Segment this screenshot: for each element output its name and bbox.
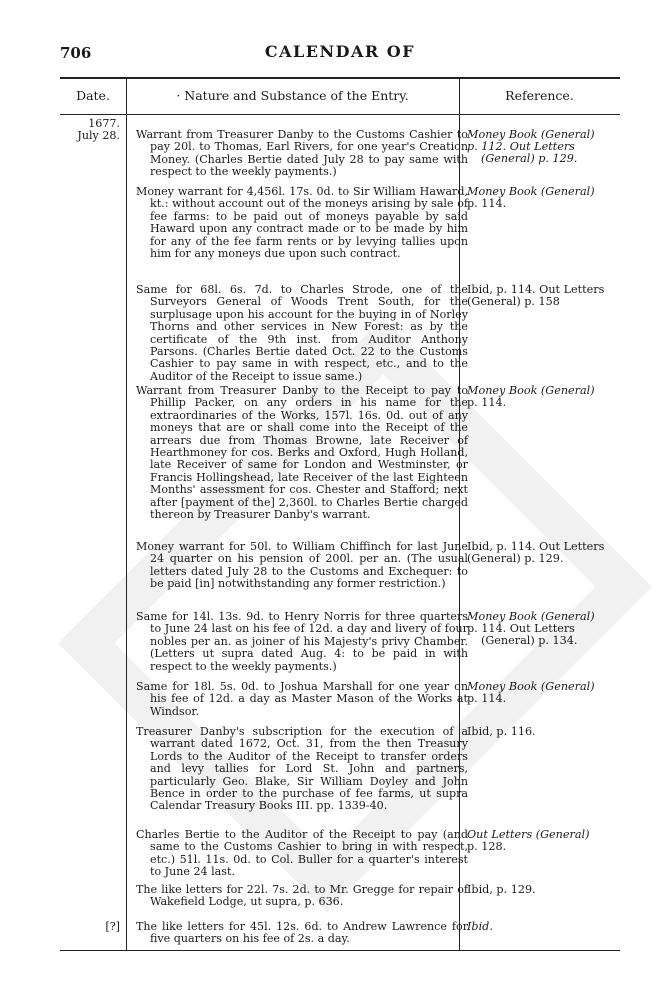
entry-text: Same for 68l. 6s. 7d. to Charles Strode, one of the Surveyors General of Woods Trent South, for the surplusage upon his account for the buying in of Norley Thorns and other services in New Forest: as by the certificate of the 9th inst. from Auditor Anthony Parsons. (Charles Bertie dated Oct. 22 to the Customs Cashier to pay same in with respect, etc., and to the Auditor of the Receipt to issue same.): [136, 283, 468, 383]
entry-reference-cont: (General) p. 158: [467, 295, 560, 308]
entry-date: 1677. July 28.: [77, 117, 120, 143]
entry-reference: Ibid, p. 114. Out Letters: [467, 540, 605, 553]
entry-date: [?]: [105, 920, 120, 933]
entry-reference-cont: (General) p. 129.: [467, 552, 564, 565]
running-title: CALENDAR OF: [264, 42, 416, 61]
entry-text: Money warrant for 4,456l. 17s. 0d. to Sir William Haward, kt.: without account out of the moneys arising by sale of fee farms: to be paid out of moneys payable by said Haward upon any contract made or to be made by him for any of the fee farm rents or by levying tallies upon him for any moneys due upon such contract.: [136, 185, 468, 261]
entry-reference: Out Letters (General): [467, 828, 590, 841]
entry-reference-cont: p. 114.: [467, 197, 507, 210]
entry-reference: Money Book (General): [467, 384, 595, 397]
entry-reference-cont: p. 112. Out Letters (General) p. 129.: [467, 140, 578, 166]
column-header-nature: · Nature and Substance of the Entry.: [176, 88, 409, 103]
entry-reference: Ibid, p. 116.: [467, 725, 536, 738]
entry-reference: Money Book (General): [467, 128, 595, 141]
entry-reference-cont: p. 114.: [467, 692, 507, 705]
entry-reference-cont: p. 114. Out Letters (General) p. 134.: [467, 622, 578, 648]
entry-text: Money warrant for 50l. to William Chiffinch for last June 24 quarter on his pension of 200l. per an. (The usual letters dated July 28 to the Customs and Exchequer: to be paid [in] notwithstanding any former restriction.): [136, 540, 468, 591]
entry-reference: Ibid, p. 129.: [467, 883, 536, 896]
entry-text: Same for 14l. 13s. 9d. to Henry Norris for three quarters to June 24 last on his fee of 12d. a day and livery of four nobles per an. as joiner of his Majesty's privy Chamber. (Letters ut supra dated Aug. 4: to be paid in with respect to the weekly payments.): [136, 610, 468, 673]
entry-text: Charles Bertie to the Auditor of the Receipt to pay (and same to the Customs Cashier to bring in with respect, etc.) 51l. 11s. 0d. to Col. Buller for a quarter's interest to June 24 last.: [136, 828, 468, 879]
entry-text: Same for 18l. 5s. 0d. to Joshua Marshall for one year on his fee of 12d. a day as Master Mason of the Works at Windsor.: [136, 680, 468, 718]
page-header: [60, 42, 620, 64]
table-top-rule: [60, 77, 620, 79]
column-header-date: Date.: [76, 88, 110, 103]
entry-text: Warrant from Treasurer Danby to the Receipt to pay to Phillip Packer, on any orders in his name for the extraordinaries of the Works, 157l. 16s. 0d. out of any moneys that are or shall come into the Receipt of the arrears due from Thomas Browne, late Receiver of Hearthmoney for cos. Berks and Oxford, Hugh Holland, late Receiver of same for London and Westminster, or Francis Hollingshead, late Receiver of the last Eighteen Months' assessment for cos. Chester and Stafford; next after [payment of the] 2,360l. to Charles Bertie charged thereon by Treasurer Danby's warrant.: [136, 384, 468, 522]
entry-reference: Money Book (General): [467, 610, 595, 623]
entry-text: The like letters for 45l. 12s. 6d. to Andrew Lawrence for five quarters on his fee of 2s. a day.: [136, 920, 468, 946]
entry-reference: Ibid, p. 114. Out Letters: [467, 283, 605, 296]
page-number: 706: [60, 44, 92, 62]
entry-text: Warrant from Treasurer Danby to the Customs Cashier to pay 20l. to Thomas, Earl Rivers, for one year's Creation Money. (Charles Bertie dated July 28 to pay same with respect to the weekly payments.): [136, 128, 468, 179]
entry-reference: Money Book (General): [467, 680, 595, 693]
column-divider-date: [126, 77, 127, 950]
column-header-reference: Reference.: [505, 88, 574, 103]
table-bottom-rule: [60, 950, 620, 951]
entry-reference: Ibid.: [467, 920, 493, 933]
entry-reference-cont: p. 114.: [467, 396, 507, 409]
entry-text: The like letters for 22l. 7s. 2d. to Mr. Gregge for repair of Wakefield Lodge, ut supra, p. 636.: [136, 883, 468, 909]
header-bottom-rule: [60, 114, 620, 115]
entry-reference-cont: p. 128.: [467, 840, 507, 853]
entry-reference: Money Book (General): [467, 185, 595, 198]
entry-text: Treasurer Danby's subscription for the execution of a warrant dated 1672, Oct. 31, from the then Treasury Lords to the Auditor of the Receipt to transfer orders and levy tallies for Lord St. John and partners, particularly Geo. Blake, Sir William Doyley and John Bence in order to the purchase of fee farms, ut supra Calendar Treasury Books III. pp. 1339-40.: [136, 725, 468, 813]
